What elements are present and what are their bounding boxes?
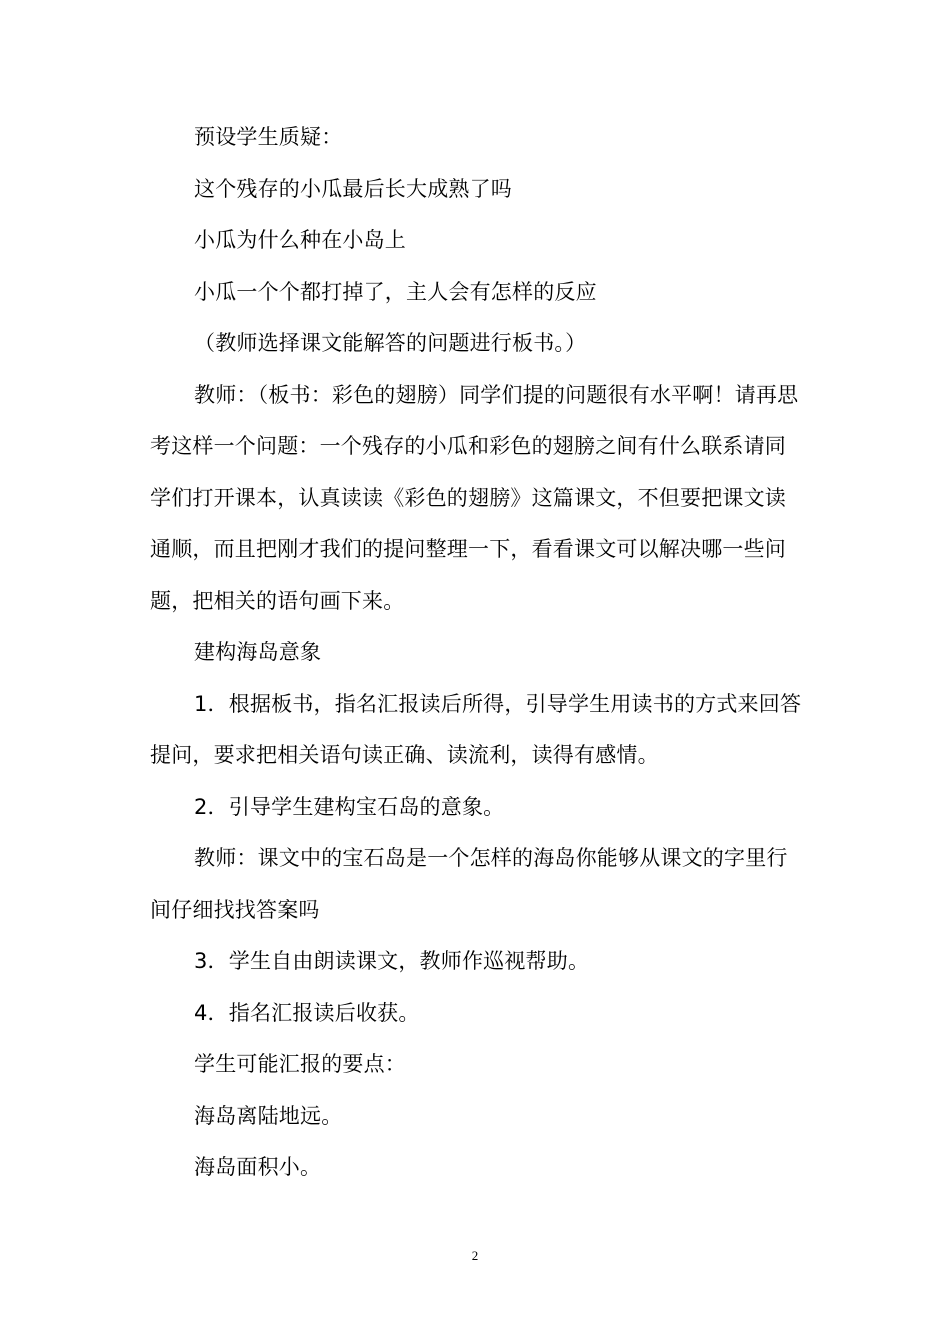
paragraph-1: 预设学生质疑： (194, 125, 343, 149)
page-number: 2 (471, 1248, 479, 1263)
paragraph-10: 教师：课文中的宝石岛是一个怎样的海岛你能够从课文的字里行间仔细找找答案吗 (150, 846, 788, 922)
section-heading: 建构海岛意象 (194, 640, 322, 664)
paragraph-11: 3．学生自由朗读课文，教师作巡视帮助。 (194, 949, 590, 973)
paragraph-9: 2．引导学生建构宝石岛的意象。 (194, 794, 505, 819)
paragraph-14: 海岛离陆地远。 (194, 1103, 343, 1128)
paragraph-4: 小瓜一个个都打掉了，主人会有怎样的反应 (194, 279, 597, 304)
paragraph-3: 小瓜为什么种在小岛上 (194, 228, 406, 252)
paragraph-8: 1．根据板书，指名汇报读后所得，引导学生用读书的方式来回答提问，要求把相关语句读正确、读流利，读得有感情。 (150, 691, 802, 767)
paragraph-12: 4．指名汇报读后收获。 (194, 1000, 420, 1025)
paragraph-5: （教师选择课文能解答的问题进行板书。） (194, 331, 587, 355)
paragraph-13: 学生可能汇报的要点： (194, 1052, 406, 1076)
paragraph-15: 海岛面积小。 (194, 1155, 322, 1179)
paragraph-2: 这个残存的小瓜最后长大成熟了吗 (194, 176, 512, 201)
document-body (150, 112, 804, 1194)
paragraph-6: 教师：（板书：彩色的翅膀）同学们提的问题很有水平啊！请再思考这样一个问题：一个残存的小瓜和彩色的翅膀之间有什么联系请同学们打开课本，认真读读《彩色的翅膀》这篇课文，不但要把课文读通顺，而且把刚才我们的提问整理一下，看看课文可以解决哪一些问题，把相关的语句画下来。 (150, 382, 799, 613)
